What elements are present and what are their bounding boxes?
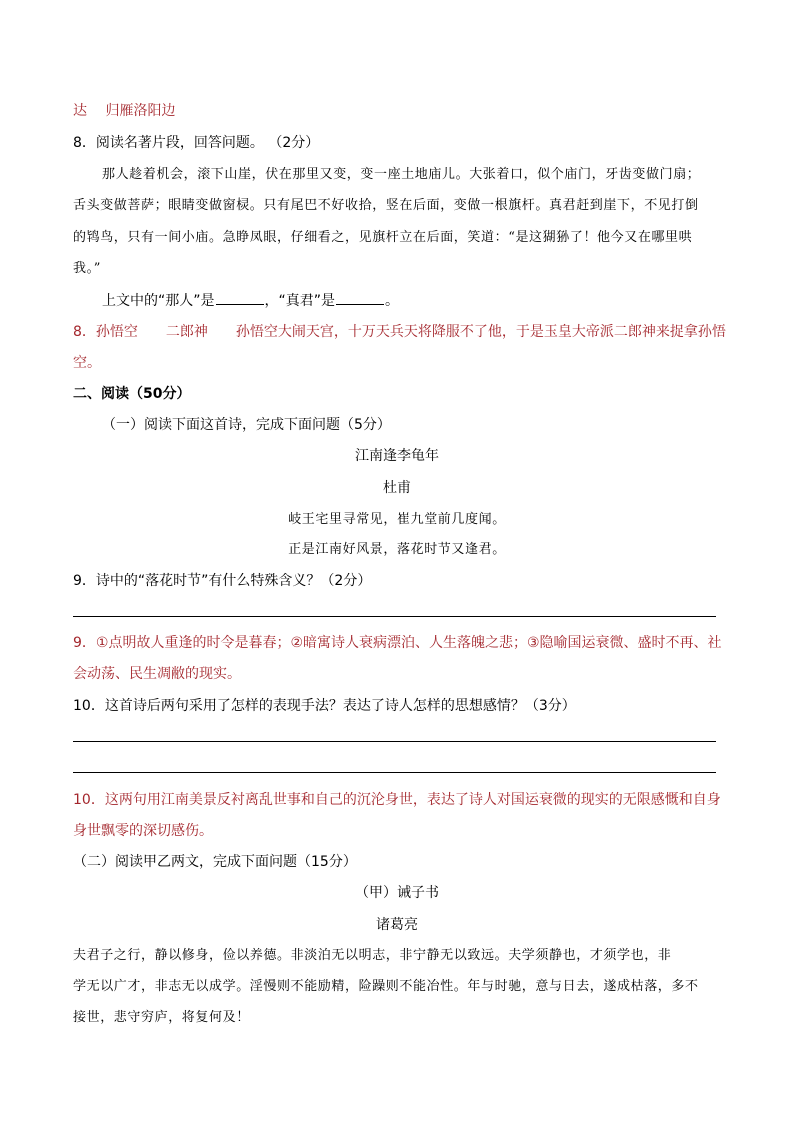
text-jia-author: 诸葛亮 (376, 917, 418, 933)
q8-fill-text: 。 (385, 293, 400, 309)
q10-answer-line: 10．这两句用江南美景反衬离乱世事和自己的沉沦身世，表达了诗人对国运衰微的现实的无限感慨和自身 (73, 792, 721, 808)
part2-intro: （二）阅读甲乙两文，完成下面问题（15分） (73, 854, 357, 870)
text-jia-line: 接世，悲守穷庐，将复何及！ (73, 1010, 250, 1025)
q9-answer-line: 会动荡、民生凋敝的现实。 (73, 666, 241, 682)
text-jia-title: （甲）诫子书 (355, 885, 439, 901)
q8-fill-text: ，“真君”是 (264, 293, 336, 309)
q10-answer-line: 身世飘零的深切感伤。 (73, 823, 213, 839)
answer-line[interactable] (73, 741, 716, 742)
q8-passage-line: 的鸨鸟，只有一间小庙。急睁凤眼，仔细看之，见旗杆立在后面，笑道：“是这猢狲了！他今又在哪里哄 (73, 230, 693, 245)
q8-passage-line: 舌头变做菩萨；眼睛变做窗棂。只有尾巴不好收拾，竖在后面，变做一根旗杆。真君赶到崖下，不见打倒 (73, 198, 699, 213)
poem-line: 岐王宅里寻常见，崔九堂前几度闻。 (288, 512, 506, 527)
q8-fill-text: 上文中的“那人”是 (102, 293, 215, 309)
answer-line[interactable] (73, 616, 716, 617)
poem-title: 江南逢李龟年 (355, 448, 439, 464)
text-jia-line: 学无以广才，非志无以成学。淫慢则不能励精，险躁则不能冶性。年与时驰，意与日去，遂成枯落，多不 (73, 979, 699, 994)
section-heading: 二、阅读（50分） (73, 386, 191, 402)
answer-blank[interactable] (336, 290, 384, 305)
prev-answer: 达 归雁洛阳边 (73, 103, 176, 119)
text-jia-line: 夫君子之行，静以修身，俭以养德。非淡泊无以明志，非宁静无以致远。夫学须静也，才须学也，非 (73, 948, 672, 963)
q9-question: 9．诗中的“落花时节”有什么特殊含义？（2分） (73, 573, 372, 589)
q8-passage-line: 那人趁着机会，滚下山崖，伏在那里又变，变一座土地庙儿。大张着口，似个庙门，牙齿变做门扇； (102, 167, 701, 182)
part1-intro: （一）阅读下面这首诗，完成下面问题（5分） (102, 417, 391, 433)
q8-passage-line: 我。” (73, 261, 101, 276)
answer-line[interactable] (73, 772, 716, 773)
q8-answer-line: 8．孙悟空 二郎神 孙悟空大闹天宫，十万天兵天将降服不了他，于是玉皇大帝派二郎神来捉拿孙悟 (73, 324, 726, 340)
q8-question: 8．阅读名著片段，回答问题。 （2分） (73, 135, 320, 151)
q10-question: 10．这首诗后两句采用了怎样的表现手法？表达了诗人怎样的思想感情？（3分） (73, 698, 576, 714)
q8-fill-line (102, 290, 399, 311)
poem-author: 杜甫 (383, 480, 411, 496)
answer-blank[interactable] (216, 290, 264, 305)
poem-line: 正是江南好风景，落花时节又逢君。 (288, 542, 506, 557)
q9-answer-line: 9．①点明故人重逢的时令是暮春；②暗寓诗人衰病漂泊、人生落魄之悲；③隐喻国运衰微、盛时不再、社 (73, 635, 722, 651)
q8-answer-line: 空。 (73, 355, 101, 371)
